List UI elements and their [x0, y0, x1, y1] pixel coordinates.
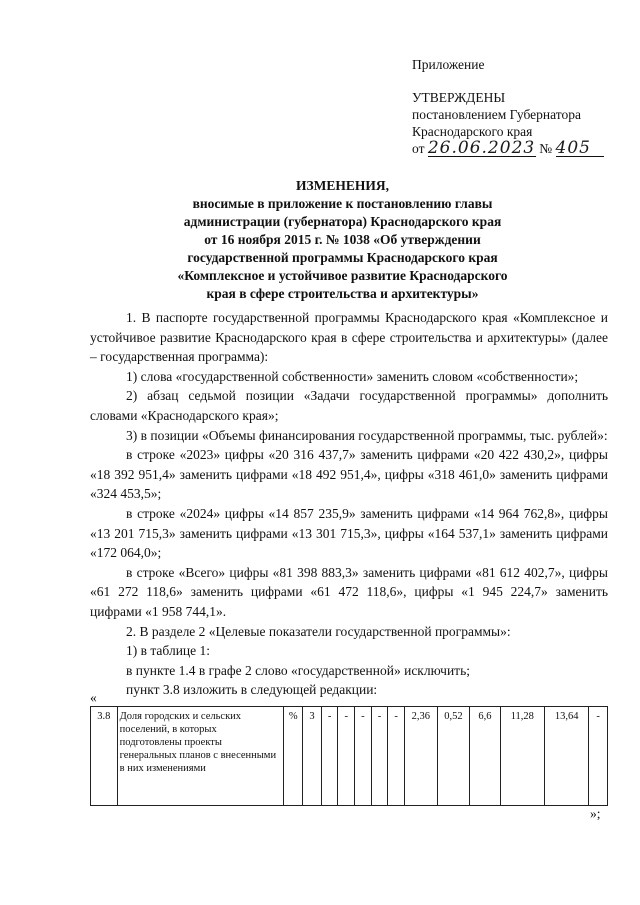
paragraph: 3) в позиции «Объемы финансирования государственной программы, тыс. рублей»: — [126, 427, 608, 443]
value-cell: 13,64 — [544, 707, 588, 806]
paragraph: пункт 3.8 изложить в следующей редакции: — [126, 682, 378, 698]
paragraph: 2) абзац седьмой позиции «Задачи государственной программы» дополнить словами «Краснодарского края»; — [90, 388, 608, 423]
paragraph: в строке «Всего» цифры «81 398 883,3» заменить цифрами «81 612 402,7», цифры «61 272 118,6» заменить цифрами «61 472 118,6», цифры «1 945 224,7» заменить цифрами «1 958 744,1». — [90, 564, 608, 619]
table-row — [91, 707, 608, 806]
value-cell: 2,36 — [405, 707, 438, 806]
value-cell: 0,52 — [437, 707, 470, 806]
title-line-5: государственной программы Краснодарского края — [187, 250, 498, 265]
value-cell: - — [589, 707, 608, 806]
value-cell: - — [371, 707, 388, 806]
title-line-6: «Комплексное и устойчивое развитие Краснодарского — [177, 268, 508, 283]
approved-label: УТВЕРЖДЕНЫ — [412, 90, 506, 105]
number-handwritten: 405 — [555, 138, 591, 158]
quote-close: »; — [590, 806, 601, 821]
paragraph: в строке «2023» цифры «20 316 437,7» заменить цифрами «20 422 430,2», цифры «18 392 951,4» заменить цифрами «18 492 951,4», цифры «318 461,0» заменить цифрами «324 453,5»; — [90, 447, 608, 502]
paragraph: 1. В паспорте государственной программы Краснодарского края «Комплексное и устойчивое развитие Краснодарского края в сфере строительства и архитектуры» (далее – государственная программа): — [90, 310, 608, 365]
paragraph: в строке «2024» цифры «14 857 235,9» заменить цифрами «14 964 762,8», цифры «13 201 715,3» заменить цифрами «13 301 715,3», цифры «164 537,1» заменить цифрами «172 064,0»; — [90, 505, 608, 561]
date-line — [412, 140, 604, 157]
quote-open: « — [90, 690, 97, 705]
document-body — [90, 308, 608, 700]
title-line-4: от 16 ноября 2015 г. № 1038 «Об утверждении — [204, 232, 481, 247]
value-cell: - — [355, 707, 372, 806]
paragraph: 1) в таблице 1: — [126, 643, 211, 659]
indicator-table — [90, 706, 608, 806]
row-number: 3.8 — [91, 707, 118, 806]
paragraph: 2. В разделе 2 «Целевые показатели государственной программы»: — [126, 623, 511, 639]
indicator-name: Доля городских и сельских поселений, в которых подготовлены проекты генеральных планов с внесенными в них изменениями — [117, 707, 284, 806]
unit-cell: % — [284, 707, 303, 806]
from-label: от — [412, 141, 425, 156]
date-handwritten-field — [427, 138, 536, 158]
approved-by-line1: постановлением Губернатора — [412, 107, 581, 122]
value-cell: 6,6 — [470, 707, 500, 806]
title-line-7: края в сфере строительства и архитектуры» — [206, 286, 479, 301]
title-line-1: ИЗМЕНЕНИЯ, — [295, 178, 389, 193]
paragraph: 1) слова «государственной собственности» заменить словом «собственности»; — [126, 368, 579, 384]
paragraph: в пункте 1.4 в графе 2 слово «государственной» исключить; — [126, 662, 470, 678]
date-handwritten: 26.06.2023 — [427, 138, 536, 158]
number-handwritten-field — [555, 138, 604, 158]
document-title — [90, 177, 595, 303]
value-cell: - — [338, 707, 355, 806]
title-line-3: администрации (губернатора) Краснодарского края — [183, 214, 502, 229]
value-cell: - — [321, 707, 338, 806]
value-cell: 11,28 — [500, 707, 544, 806]
approval-block — [412, 56, 604, 157]
approved-by-line2: Краснодарского края — [412, 124, 533, 139]
title-line-2: вносимые в приложение к постановлению главы — [192, 196, 493, 211]
value-cell: - — [388, 707, 405, 806]
appendix-label: Приложение — [412, 57, 485, 72]
value-cell: 3 — [303, 707, 322, 806]
number-label: № — [539, 141, 553, 156]
